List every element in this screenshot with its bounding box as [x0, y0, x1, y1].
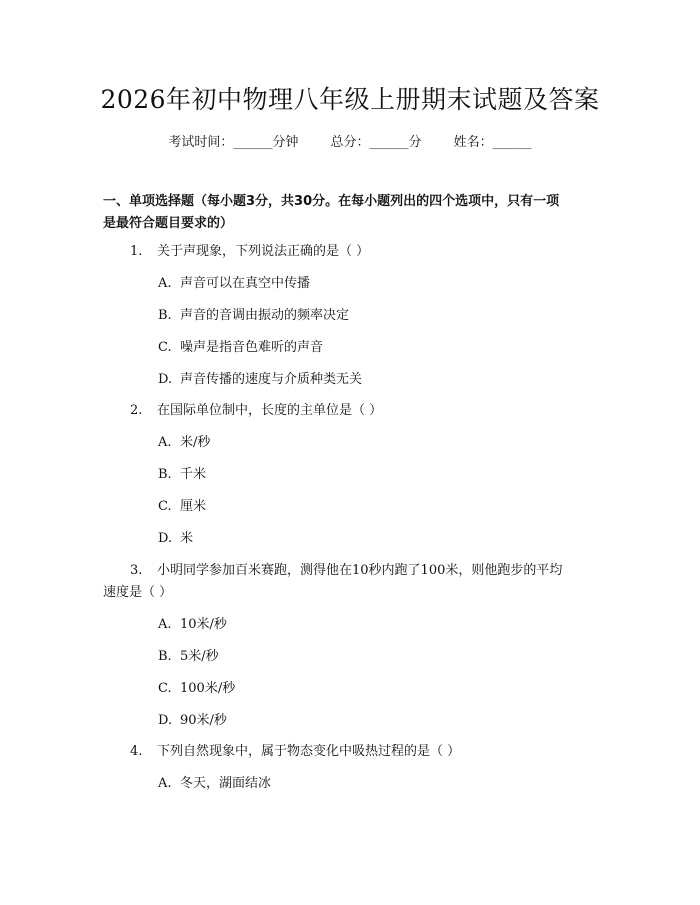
option-letter: B.	[158, 308, 172, 323]
option-text: 声音传播的速度与介质种类无关	[180, 372, 363, 387]
option-text: 千米	[180, 467, 207, 482]
question-number: 2.	[130, 403, 143, 418]
option-text: 噪声是指音色难听的声音	[180, 340, 324, 355]
option-2c	[158, 496, 206, 518]
option-letter: B.	[158, 467, 172, 482]
question-text: 在国际单位制中，长度的主单位是（ ）	[157, 403, 383, 418]
option-letter: A.	[158, 617, 172, 632]
option-3a	[158, 614, 227, 636]
question-2	[103, 400, 603, 422]
option-letter: B.	[158, 649, 172, 664]
question-text: 关于声现象，下列说法正确的是（ ）	[157, 244, 370, 259]
exam-time: 考试时间：______分钟	[168, 135, 299, 150]
exam-meta	[0, 131, 700, 150]
question-text: 下列自然现象中，属于物态变化中吸热过程的是（ ）	[157, 744, 461, 759]
option-text: 米	[180, 531, 194, 546]
option-letter: A.	[158, 435, 172, 450]
section-heading-line2: 是最符合题目要求的）	[103, 216, 234, 231]
question-1	[103, 241, 603, 263]
option-3d	[158, 710, 227, 732]
option-text: 冬天，湖面结冰	[180, 776, 272, 791]
option-2a	[158, 432, 210, 454]
option-letter: C.	[158, 340, 172, 355]
question-3	[103, 560, 603, 604]
question-text-line2: 速度是（ ）	[103, 585, 173, 600]
option-text: 厘米	[180, 499, 207, 514]
option-2d	[158, 528, 193, 550]
option-text: 5米/秒	[180, 649, 219, 664]
option-1d	[158, 369, 362, 391]
exam-total-score: 总分：______分	[330, 135, 422, 150]
option-letter: D.	[158, 531, 173, 546]
page-title: 2026年初中物理八年级上册期末试题及答案	[100, 85, 600, 114]
question-number: 3.	[130, 563, 143, 578]
question-text-line1: 小明同学参加百米赛跑，测得他在10秒内跑了100米，则他跑步的平均	[157, 563, 563, 578]
option-text: 100米/秒	[180, 681, 236, 696]
question-number: 1.	[130, 244, 143, 259]
option-3b	[158, 646, 219, 668]
option-2b	[158, 464, 206, 486]
option-4a	[158, 773, 271, 795]
option-text: 10米/秒	[180, 617, 227, 632]
option-letter: D.	[158, 372, 173, 387]
option-1b	[158, 305, 349, 327]
section-heading-line1: 一、单项选择题（每小题3分，共30分。在每小题列出的四个选项中，只有一项	[103, 194, 560, 209]
section-heading	[103, 191, 603, 235]
option-letter: A.	[158, 276, 172, 291]
option-letter: A.	[158, 776, 172, 791]
student-name: 姓名：______	[453, 135, 532, 150]
option-text: 声音可以在真空中传播	[180, 276, 311, 291]
option-text: 米/秒	[180, 435, 211, 450]
question-4	[103, 741, 603, 763]
option-text: 声音的音调由振动的频率决定	[180, 308, 350, 323]
question-number: 4.	[130, 744, 143, 759]
option-letter: D.	[158, 713, 173, 728]
option-1a	[158, 273, 310, 295]
option-1c	[158, 337, 323, 359]
option-letter: C.	[158, 681, 172, 696]
option-text: 90米/秒	[180, 713, 227, 728]
option-letter: C.	[158, 499, 172, 514]
option-3c	[158, 678, 235, 700]
